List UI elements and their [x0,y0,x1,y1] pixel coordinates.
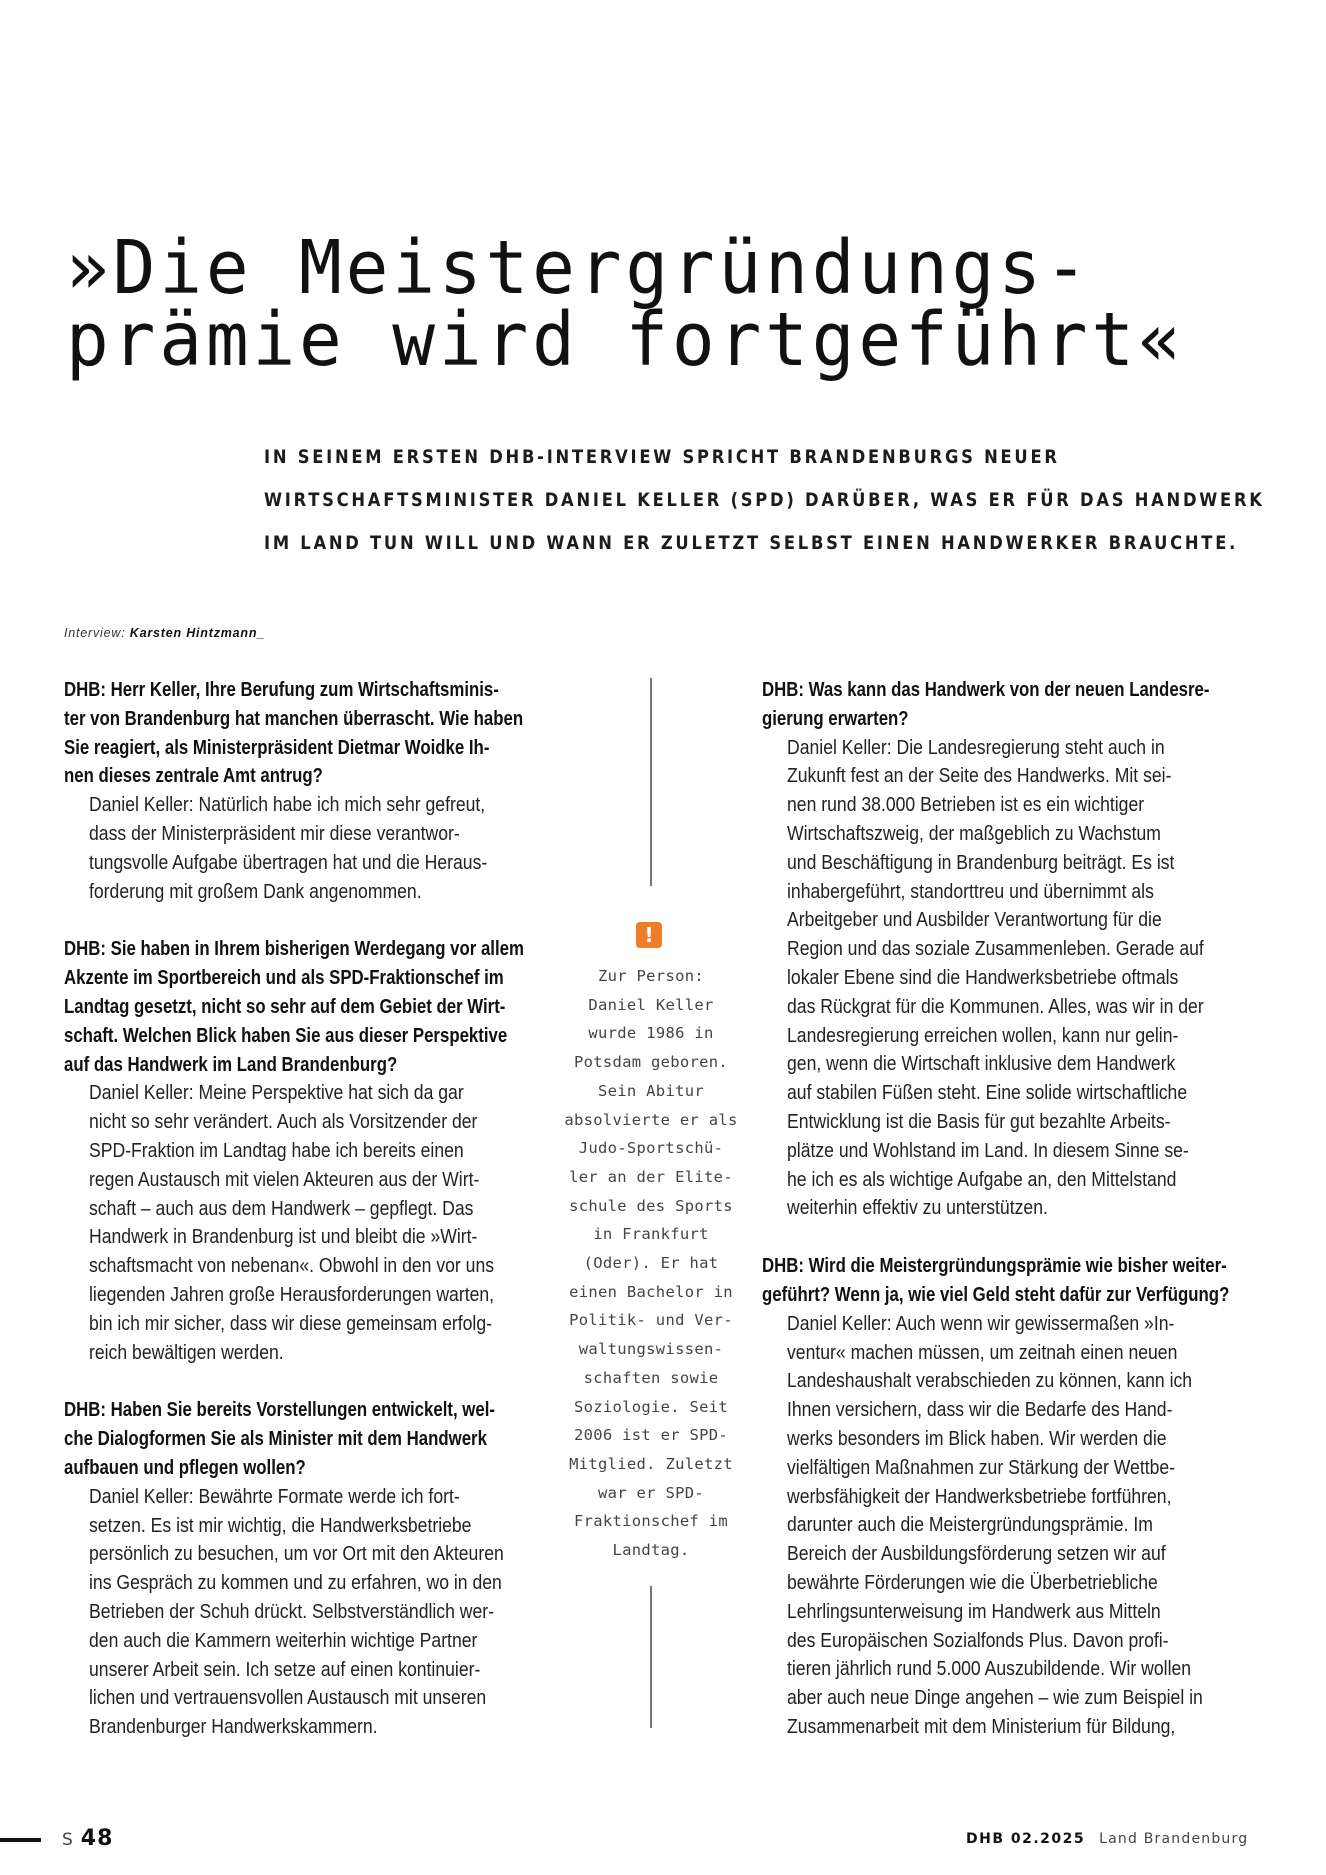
text-line: Ihnen versichern, dass wir die Bedarfe des Hand- [787,1399,1173,1422]
text-line: Potsdam geboren. [573,1053,729,1072]
text-line: forderung mit großem Dank angenommen. [89,880,422,903]
text-line: Landtag gesetzt, nicht so sehr auf dem Gebiet der Wirt- [64,995,506,1018]
text-line: Bereich der Ausbildungsförderung setzen wir auf [787,1543,1166,1566]
text-line: setzen. Es ist mir wichtig, die Handwerksbetriebe [89,1514,472,1537]
text-line: DHB: Wird die Meistergründungsprämie wie bisher weiter- [762,1255,1227,1278]
text-line: Entwicklung ist die Basis für gut bezahlte Arbeits- [787,1110,1171,1133]
text-line: gen, wenn die Wirtschaft inklusive dem Handwerk [787,1053,1176,1076]
text-line: DHB: Sie haben in Ihrem bisherigen Werdegang vor allem [64,938,524,961]
text-line: 2006 ist er SPD- [573,1426,729,1445]
text-line: Wirtschaftszweig, der maßgeblich zu Wachstum [787,822,1161,845]
text-line: persönlich zu besuchen, um vor Ort mit den Akteuren [89,1543,504,1566]
lead-line: IM LAND TUN WILL UND WANN ER ZULETZT SELBST EINEN HANDWERKER BRAUCHTE. [264,532,1239,554]
question [64,935,544,1079]
text-line: werbsfähigkeit der Handwerksbetriebe fortführen, [787,1485,1172,1508]
text-line: DHB: Haben Sie bereits Vorstellungen entwickelt, wel- [64,1399,495,1422]
text-line: nicht so sehr verändert. Auch als Vorsitzender der [89,1111,478,1134]
text-line: Brandenburger Handwerkskammern. [89,1716,378,1739]
text-line: Handwerk in Brandenburg ist und bleibt die »Wirt- [89,1226,478,1249]
text-line: (Oder). Er hat [583,1254,719,1273]
text-line: auf stabilen Füßen steht. Eine solide wirtschaftliche [787,1082,1188,1105]
answer [787,734,1242,1224]
text-line: absolvierte er als [564,1110,738,1129]
text-line: Betrieben der Schuh drückt. Selbstverständlich wer- [89,1600,495,1623]
answer [89,791,544,906]
question [64,1396,544,1482]
text-line: Daniel Keller: Auch wenn wir gewissermaßen »In- [787,1312,1175,1335]
text-line: Arbeitgeber und Ausbilder Verantwortung für die [787,909,1162,932]
text-line: Landtag. [612,1541,690,1560]
text-line: Lehrlingsunterweisung im Handwerk aus Mitteln [787,1600,1161,1623]
text-line: reich bewältigen werden. [89,1341,284,1364]
footer-publication [966,1831,1248,1847]
text-line: lokaler Ebene sind die Handwerksbetriebe oftmals [787,966,1179,989]
text-line: und Beschäftigung in Brandenburg beiträgt. Es ist [787,851,1175,874]
text-line: war er SPD- [598,1483,704,1502]
text-line: ventur« machen müssen, um zeitnah einen neuen [787,1341,1178,1364]
byline-author: Karsten Hintzmann_ [129,626,266,640]
exclamation-icon: ! [636,922,662,948]
question [64,676,544,791]
divider-line [650,1586,652,1728]
qa-block [64,1396,544,1742]
text-line: werks besonders im Blick haben. Wir werden die [787,1427,1167,1450]
text-line: darunter auch die Meistergründungsprämie. Im [787,1514,1153,1537]
text-line: Daniel Keller: Meine Perspektive hat sich da gar [89,1082,464,1105]
right-column [762,676,1242,1771]
text-line: Soziologie. Seit [573,1397,729,1416]
text-line: dass der Ministerpräsident mir diese verantwor- [89,822,460,845]
text-line: auf das Handwerk im Land Brandenburg? [64,1053,398,1076]
text-line: ler an der Elite- [569,1167,733,1186]
title-line: »Die Meistergründungs- [66,225,1092,311]
lead-line: IN SEINEM ERSTEN DHB-INTERVIEW SPRICHT BRANDENBURGS NEUER [264,446,1060,468]
text-line: Fraktionschef im [573,1512,729,1531]
text-line: Region und das soziale Zusammenleben. Gerade auf [787,938,1204,961]
issue-label: DHB 02.2025 [966,1831,1086,1847]
text-line: Landeshaushalt verabschieden zu können, kann ich [787,1370,1193,1393]
text-line: schaftsmacht von nebenan«. Obwohl in den vor uns [89,1255,495,1278]
section-label: Land Brandenburg [1099,1831,1249,1847]
page-number [62,1826,113,1851]
lead-line: WIRTSCHAFTSMINISTER DANIEL KELLER (SPD) DARÜBER, WAS ER FÜR DAS HANDWERK [264,489,1265,511]
question [762,676,1242,734]
text-line: einen Bachelor in [569,1282,733,1301]
text-line: Daniel Keller: Natürlich habe ich mich sehr gefreut, [89,794,486,817]
text-line: Zusammenarbeit mit dem Ministerium für Bildung, [787,1715,1176,1738]
sidebar-heading: Zur Person: [598,967,704,985]
text-line: gierung erwarten? [762,707,909,730]
text-line: bin ich mir sicher, dass wir diese gemeinsam erfolg- [89,1312,492,1335]
text-line: vielfältigen Maßnahmen zur Stärkung der Wettbe- [787,1456,1176,1479]
left-column [64,676,544,1771]
text-line: tieren jährlich rund 5.000 Auszubildende. Wir wollen [787,1658,1192,1681]
qa-block [64,935,544,1367]
text-line: Sein Abitur [598,1081,704,1100]
divider-line [650,678,652,886]
qa-block [64,676,544,906]
text-line: Daniel Keller [588,995,714,1014]
qa-block [762,1252,1242,1742]
text-line: Daniel Keller: Bewährte Formate werde ich fort- [89,1485,460,1508]
text-line: das Rückgrat für die Kommunen. Alles, was wir in der [787,995,1204,1018]
text-line: Zukunft fest an der Seite des Handwerks. Mit sei- [787,765,1172,788]
text-line: des Europäischen Sozialfonds Plus. Davon profi- [787,1629,1169,1652]
text-line: regen Austausch mit vielen Akteuren aus der Wirt- [89,1168,480,1191]
text-line: in Frankfurt [593,1225,709,1244]
text-line: aufbauen und pflegen wollen? [64,1456,306,1479]
text-line: unserer Arbeit sein. Ich setze auf einen kontinuier- [89,1658,481,1681]
text-line: den auch die Kammern weiterhin wichtige Partner [89,1629,478,1652]
text-line: he ich es als wichtige Aufgabe an, den Mittelstand [787,1168,1177,1191]
text-line: nen rund 38.000 Betrieben ist es ein wichtiger [787,794,1145,817]
text-line: aber auch neue Dinge angehen – wie zum Beispiel in [787,1687,1203,1710]
text-line: Sie reagiert, als Ministerpräsident Dietmar Woidke Ih- [64,736,490,759]
text-line: schaften sowie [583,1368,719,1387]
article-title [66,225,1218,383]
text-line: geführt? Wenn ja, wie viel Geld steht dafür zur Verfügung? [762,1283,1230,1306]
text-line: SPD-Fraktion im Landtag habe ich bereits einen [89,1139,464,1162]
sidebar-person-info [556,962,746,1565]
text-line: Akzente im Sportbereich und als SPD-Fraktionschef im [64,967,504,990]
page-prefix: S [62,1830,73,1850]
text-line: bewährte Förderungen wie die Überbetriebliche [787,1571,1158,1594]
text-line: Daniel Keller: Die Landesregierung steht auch in [787,736,1165,759]
text-line: plätze und Wohlstand im Land. In diesem Sinne se- [787,1139,1189,1162]
title-line: prämie wird fortgeführt« [66,297,1185,383]
qa-block [762,676,1242,1223]
answer [89,1483,544,1742]
footer-rule [0,1838,41,1842]
text-line: che Dialogformen Sie als Minister mit dem Handwerk [64,1428,487,1451]
text-line: waltungswissen- [578,1340,724,1359]
text-line: wurde 1986 in [588,1024,714,1043]
text-line: DHB: Herr Keller, Ihre Berufung zum Wirtschaftsminis- [64,679,499,701]
byline-label: Interview: [64,626,126,640]
text-line: schule des Sports [569,1196,733,1215]
text-line: inhabergeführt, standorttreu und übernimmt als [787,880,1154,903]
text-line: Landesregierung erreichen wollen, kann nur gelin- [787,1024,1179,1047]
page-number-value: 48 [80,1826,114,1851]
text-line: schaft – auch aus dem Handwerk – gepflegt. Das [89,1197,474,1220]
text-line: liegenden Jahren große Herausforderungen warten, [89,1283,495,1306]
text-line: weiterhin effektiv zu unterstützen. [787,1197,1048,1220]
answer [89,1079,544,1367]
text-line: Mitglied. Zuletzt [569,1454,733,1473]
question [762,1252,1242,1310]
text-line: lichen und vertrauensvollen Austausch mit unseren [89,1687,487,1710]
text-line: DHB: Was kann das Handwerk von der neuen Landesre- [762,679,1210,701]
text-line: ins Gespräch zu kommen und zu erfahren, wo in den [89,1572,502,1595]
text-line: schaft. Welchen Blick haben Sie aus dieser Perspektive [64,1024,508,1047]
answer [787,1310,1242,1742]
text-line: Judo-Sportschü- [578,1139,724,1158]
text-line: nen dieses zentrale Amt antrug? [64,765,323,788]
text-line: Politik- und Ver- [569,1311,733,1330]
byline [64,626,265,640]
article-lead [264,436,1274,565]
text-line: ter von Brandenburg hat manchen überrascht. Wie haben [64,707,524,730]
text-line: tungsvolle Aufgabe übertragen hat und die Heraus- [89,851,488,874]
